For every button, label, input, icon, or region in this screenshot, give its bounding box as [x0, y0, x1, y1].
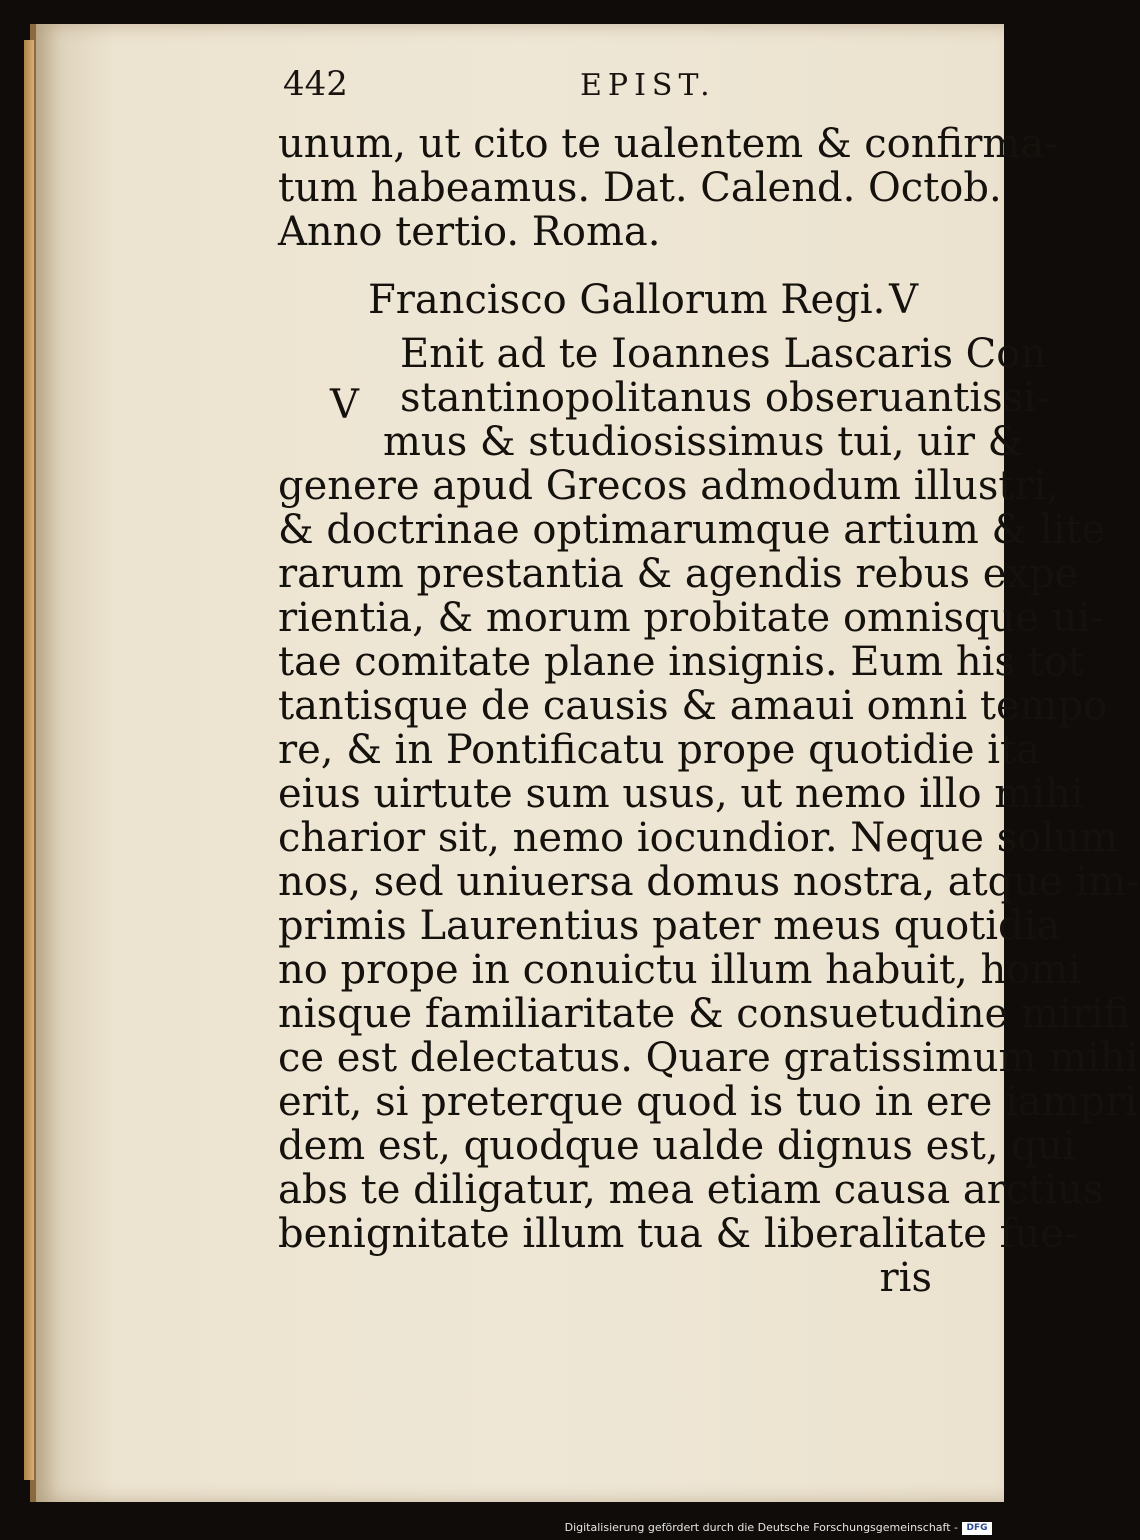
text-line: rarum prestantia & agendis rebus expe	[278, 551, 1079, 597]
text-line: no prope in conuictu illum habuit, homi	[278, 947, 1082, 993]
page-edge	[24, 40, 34, 1480]
page-number: 442	[283, 64, 348, 104]
text-line: benignitate illum tua & liberalitate fue-	[278, 1211, 1078, 1257]
text-line: unum, ut cito te ualentem & confirma-	[278, 121, 1058, 167]
text-line: primis Laurentius pater meus quotidia	[278, 903, 1061, 949]
catchword: ris	[879, 1255, 932, 1301]
text-line: rientia, & morum probitate omnisque ui-	[278, 595, 1104, 641]
text-line: nisque familiaritate & consuetudine mirifi	[278, 991, 1131, 1037]
heading-text: Francisco Gallorum Regi.	[368, 277, 886, 323]
text-line: dem est, quodque ualde dignus est, qui	[278, 1123, 1076, 1169]
text-line: tum habeamus. Dat. Calend. Octob.	[278, 165, 1002, 211]
page-header	[0, 64, 1000, 114]
digitization-credit: Digitalisierung gefördert durch die Deutsche Forschungsgemeinschaft -	[564, 1521, 958, 1534]
text-line: tae comitate plane insignis. Eum his tot	[278, 639, 1084, 685]
text-line: tantisque de causis & amaui omni tempo	[278, 683, 1108, 729]
text-line: Enit ad te Ioannes Lascaris Con	[400, 331, 1047, 377]
text-line: abs te diligatur, mea etiam causa arctius	[278, 1167, 1104, 1213]
text-line: erit, si preterque quod is tuo in ere iampri	[278, 1079, 1138, 1125]
text-line: ce est delectatus. Quare gratissimum mihi	[278, 1035, 1139, 1081]
letter-heading	[278, 268, 938, 332]
text-block	[278, 121, 1140, 1301]
margin-letter: V	[330, 382, 359, 428]
text-line: & doctrinae optimarumque artium & lite	[278, 507, 1106, 553]
text-line: Anno tertio. Roma.	[278, 209, 661, 255]
text-line: genere apud Grecos admodum illustri,	[278, 463, 1060, 509]
text-line: nos, sed uniuersa domus nostra, atque im-	[278, 859, 1140, 905]
heading-letter: V	[889, 277, 918, 323]
text-line: mus & studiosissimus tui, uir &	[383, 419, 1024, 465]
text-line: re, & in Pontificatu prope quotidie ita	[278, 727, 1040, 773]
dfg-logo: DFG	[962, 1522, 992, 1535]
running-head: EPIST.	[580, 68, 716, 103]
text-line: charior sit, nemo iocundior. Neque solum	[278, 815, 1118, 861]
footer-bar	[0, 1516, 1000, 1540]
text-line: eius uirtute sum usus, ut nemo illo mihi	[278, 771, 1084, 817]
text-line: stantinopolitanus obseruantissi-	[400, 375, 1050, 421]
